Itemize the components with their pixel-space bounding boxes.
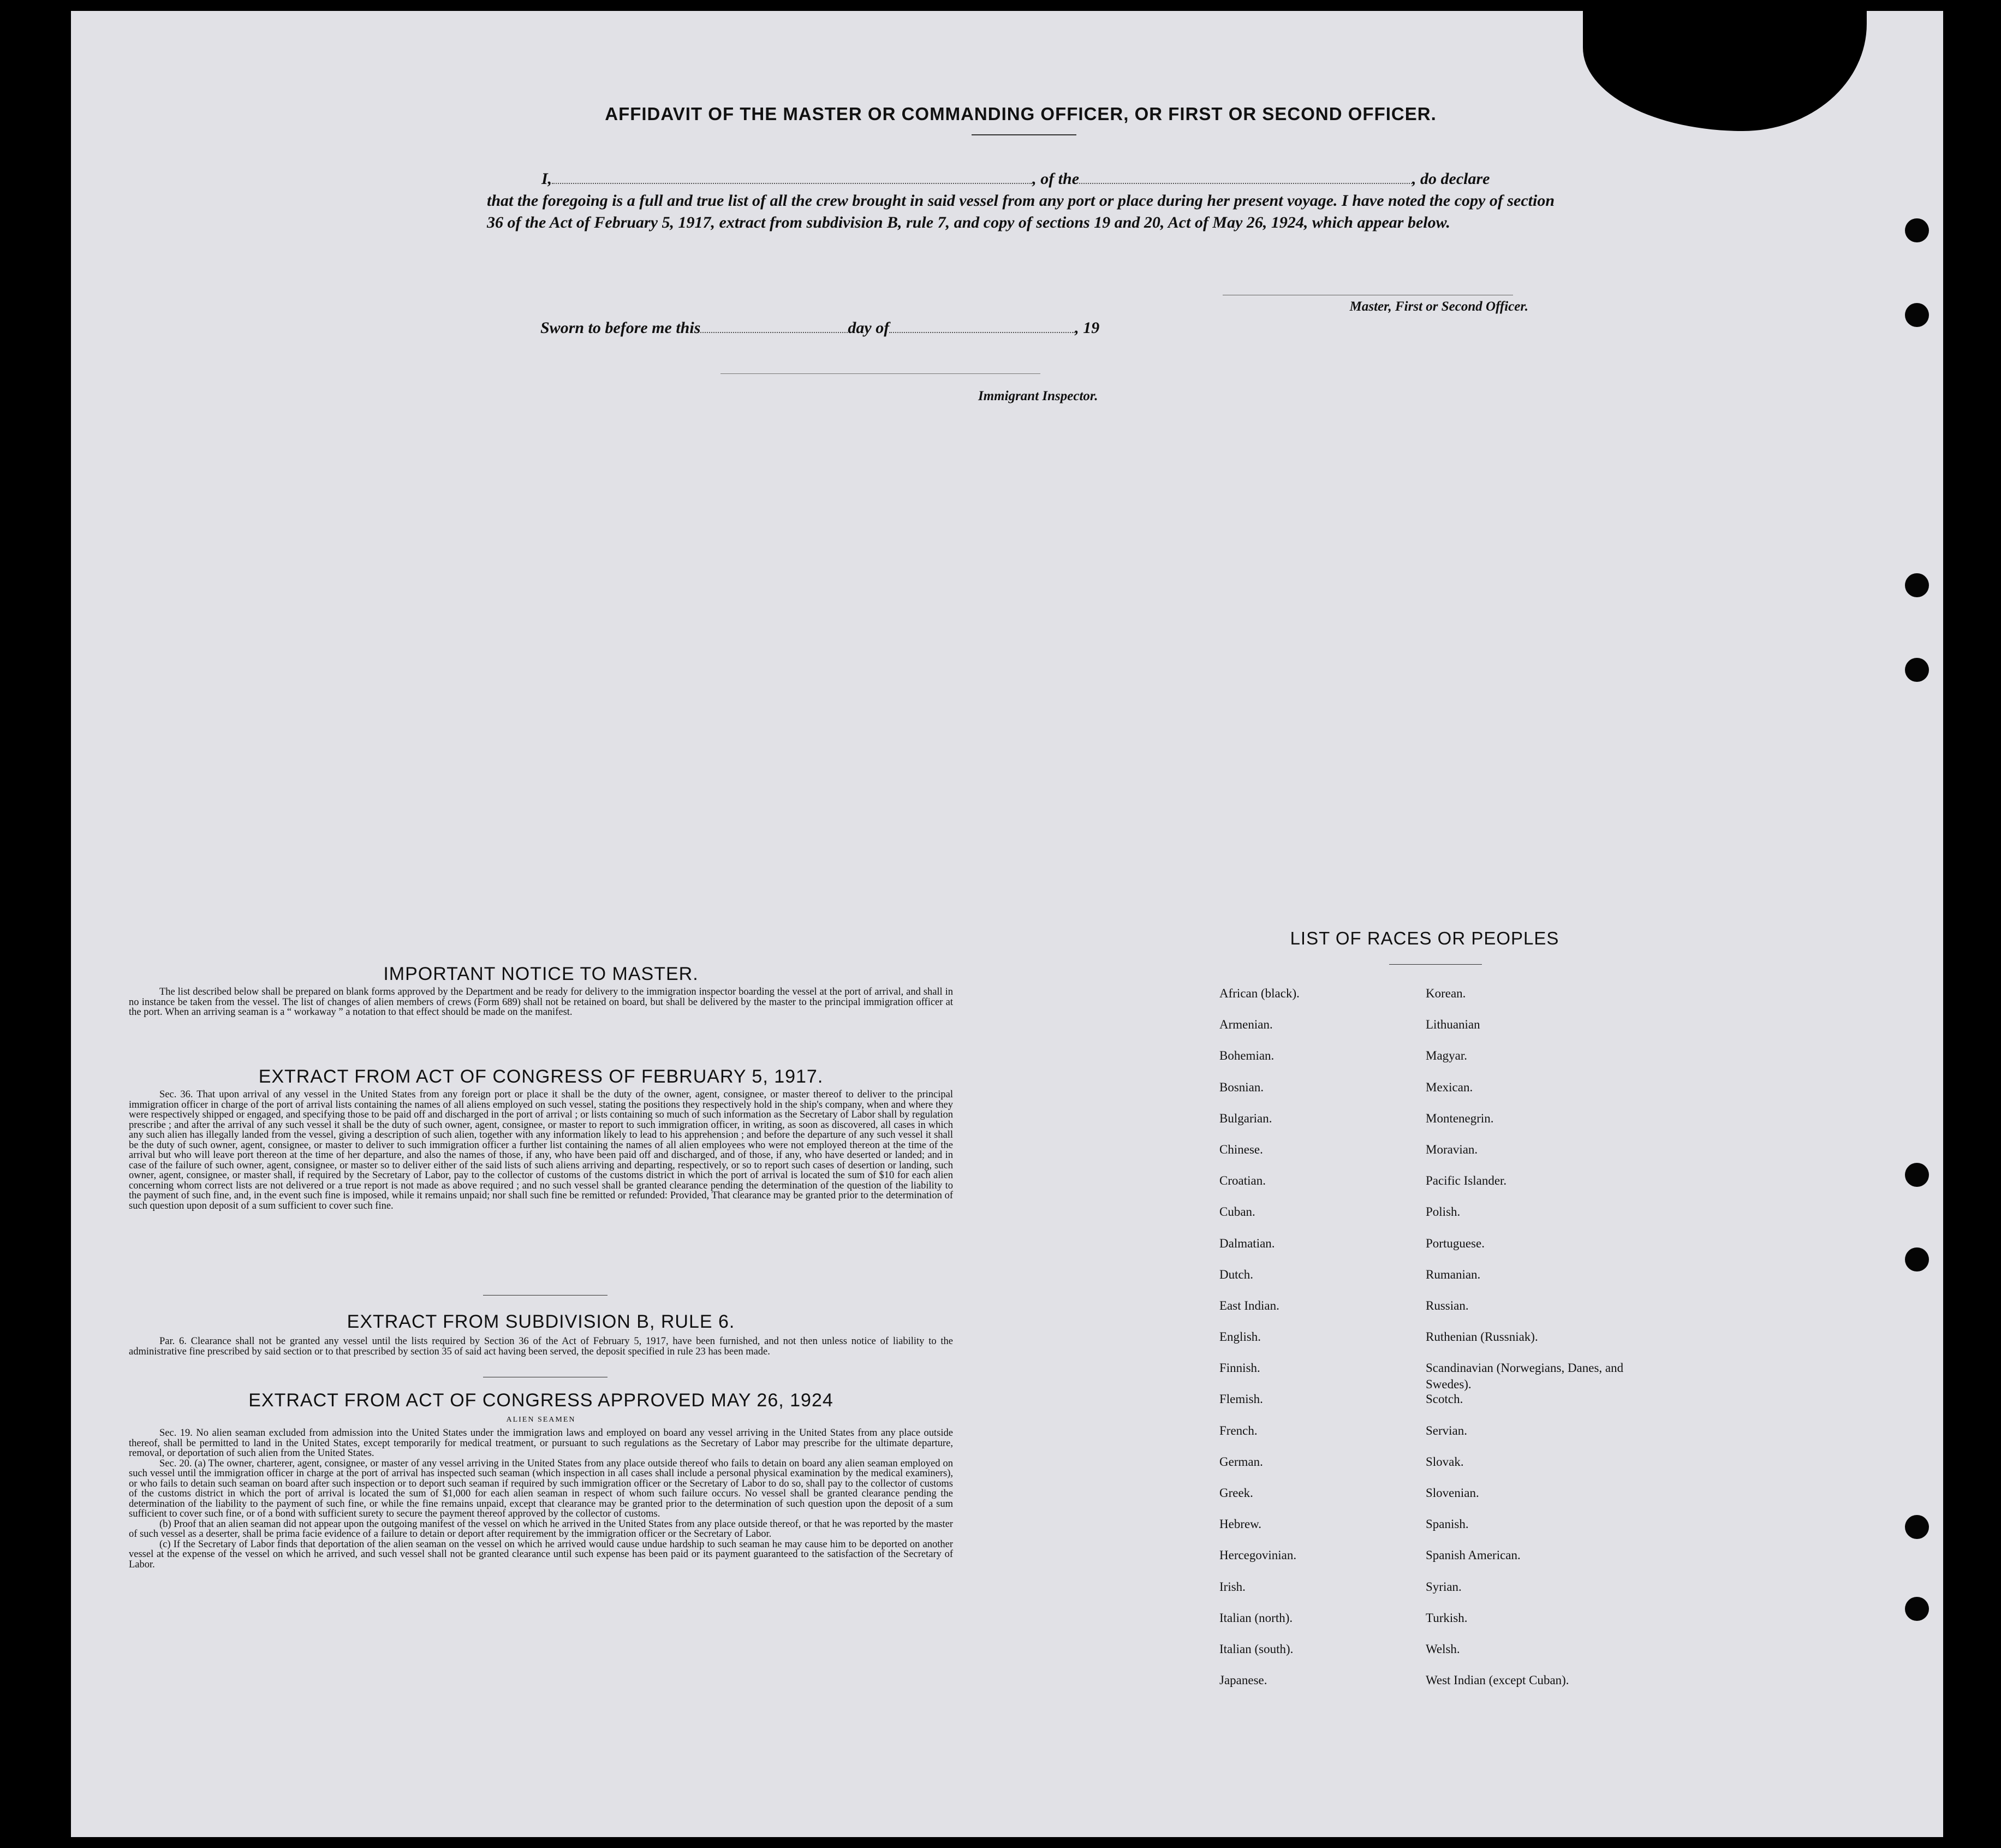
affidavit-body [487,168,1557,234]
sworn-day-of: day of [848,319,890,337]
inspector-label: Immigrant Inspector. [978,389,1098,403]
par-6-paragraph: Par. 6. Clearance shall not be granted any vessel until the lists required by Section 36 of the Act of February 5, 1917, have been furnished, and not then unless notice of liability to the administrative fine prescribed by said section or to that prescribed by section 35 of said act having been served, the deposit specified in rule 23 has been made. [129,1336,953,1357]
race-item: Turkish. [1426,1611,1468,1625]
sec-20c-paragraph: (c) If the Secretary of Labor finds that deportation of the alien seaman on the vessel on which he arrived would cause undue hardship to such seaman he may cause him to be deported on another vessel at the expense of the vessel on which he arrived, and such vessel shall not be granted clearance until such expense has been paid or its payment guaranteed to the satisfaction of the Secretary of Labor. [129,1538,953,1570]
race-item: Lithuanian [1426,1018,1480,1032]
race-item: German. [1219,1454,1263,1469]
race-item: Italian (south). [1219,1642,1294,1656]
sec-19-paragraph: Sec. 19. No alien seaman excluded from admission into the United States under the immigration laws and employed on board any vessel arriving in the United States from any place outside thereof, shall be permitted to land in the United States, except temporarily for medical treatment, or pursuant to such regulations as the Secretary of Labor may prescribe for the ultimate departure, removal, or deportation of such alien from the United States. [129,1428,953,1459]
punch-hole [1905,658,1929,682]
races-title: LIST OF RACES OR PEOPLES [1290,928,1559,948]
punch-hole [1905,1515,1929,1539]
race-item: Chinese. [1219,1142,1263,1156]
race-item: Finnish. [1219,1361,1260,1375]
affidavit-of-the: , of the [1032,170,1080,188]
race-item: Slovenian. [1426,1486,1479,1500]
divider [972,134,1076,135]
affidavit-first-line [487,168,1557,190]
race-item: Armenian. [1219,1018,1273,1032]
race-item: Spanish American. [1426,1548,1521,1562]
extract-1917-title: EXTRACT FROM ACT OF CONGRESS OF FEBRUARY 5, 1917. [258,1066,824,1087]
race-item: Scotch. [1426,1392,1463,1406]
divider [483,1295,608,1296]
vessel-field[interactable] [1079,170,1412,184]
race-item: East Indian. [1219,1298,1279,1312]
affidavit-declaration: that the foregoing is a full and true list of all the crew brought in said vessel from any port or place during her present voyage. I have noted the copy of section 36 of the Act of February 5, 1917, extract from subdivision B, rule 7, and copy of sections 19 and 20, Act of May 26, 1924, which appear below. [487,192,1555,231]
punch-hole [1905,218,1929,242]
race-item: Pacific Islander. [1426,1174,1507,1188]
race-item: Irish. [1219,1579,1246,1594]
alien-seamen-subtitle: ALIEN SEAMEN [506,1416,576,1424]
race-item: Korean. [1426,987,1466,1000]
race-item: Bosnian. [1219,1080,1264,1094]
race-item: Italian (north). [1219,1611,1293,1625]
race-item: Flemish. [1219,1392,1263,1406]
name-field[interactable] [552,170,1032,184]
sec-20b-paragraph: (b) Proof that an alien seaman did not appear upon the outgoing manifest of the vessel on which he arrived in the United States from any place outside thereof, or that he was reported by the master of such vessel as a deserter, shall be prima facie evidence of a failure to detain or deport after requirement by the immigration officer or the Secretary of Labor. [129,1518,953,1540]
race-item: Hercegovinian. [1219,1548,1297,1562]
race-item: West Indian (except Cuban). [1426,1673,1569,1687]
extract-rule6-title: EXTRACT FROM SUBDIVISION B, RULE 6. [347,1311,735,1332]
extract-1924-title: EXTRACT FROM ACT OF CONGRESS APPROVED MAY 26, 1924 [248,1390,833,1411]
sworn-year: , 19 [1075,319,1100,337]
race-item: African (black). [1219,987,1300,1000]
sworn-day-field[interactable] [700,319,848,333]
notice-title: IMPORTANT NOTICE TO MASTER. [383,964,699,984]
sec-20a-paragraph: Sec. 20. (a) The owner, charterer, agent, consignee, or master of any vessel arriving in the United States from any place outside thereof who fails to detain on board any alien seaman employed on such vessel until the immigration officer in charge at the port of arrival has inspected such seaman (which inspection in all cases shall include a personal physical examination by the medical examiners), or who fails to detain such seaman on board after such inspection or to deport such seaman if required by such immigration officer or the Secretary of Labor to do so, shall pay to the collector of customs of the customs district in which the port of arrival is located the sum of $1,000 for each alien seaman in respect of whom such failure occurs. No vessel shall be granted clearance pending the determination of the liability to the payment of such fine, or while the fine remains unpaid, except that clearance may be granted prior to the determination of such question upon the deposit of a sum sufficient to cover such fine, or of a bond with sufficient surety to secure the payment thereof approved by the collector of customs. [129,1458,953,1519]
race-item: Dalmatian. [1219,1236,1275,1250]
race-item: Spanish. [1426,1517,1469,1531]
race-item: Ruthenian (Russniak). [1426,1330,1538,1344]
race-item: Montenegrin. [1426,1111,1494,1125]
race-item: Moravian. [1426,1142,1478,1156]
race-item: Bohemian. [1219,1049,1275,1063]
race-item: Cuban. [1219,1205,1255,1219]
punch-hole [1905,573,1929,597]
race-item: Magyar. [1426,1049,1468,1063]
race-item: English. [1219,1330,1261,1344]
races-left-column [1219,985,1416,1703]
race-item: Bulgarian. [1219,1111,1272,1125]
divider [1389,964,1482,965]
race-item: Dutch. [1219,1267,1253,1281]
race-item: Rumanian. [1426,1267,1481,1281]
sworn-line [540,319,1099,337]
extract-1924-body [129,1428,953,1570]
notice-paragraph: The list described below shall be prepared on blank forms approved by the Department and be ready for delivery to the immigration inspector boarding the vessel at the port of arrival, and shall in no instance be taken from the vessel. The list of changes of alien members of crews (Form 689) shall not be retained on board, but shall be delivered by the master to the principal immigration officer at the port. When an arriving seaman is a “ workaway ” a notation to that effect should be made on the manifest. [129,987,953,1018]
punch-hole [1905,1163,1929,1187]
race-item: Scandinavian (Norwegians, Danes, and Swedes). [1426,1361,1624,1392]
extract-rule6-body [129,1336,953,1357]
races-right-column [1426,985,1666,1703]
race-item: Japanese. [1219,1673,1267,1687]
affidavit-do-declare: , do declare [1412,170,1490,188]
affidavit-i: I, [541,170,552,188]
race-item: Hebrew. [1219,1517,1262,1531]
punch-hole [1905,303,1929,327]
race-item: Mexican. [1426,1080,1473,1094]
race-item: Syrian. [1426,1579,1462,1594]
sworn-month-field[interactable] [889,319,1075,333]
race-item: Servian. [1426,1423,1468,1437]
affidavit-title: AFFIDAVIT OF THE MASTER OR COMMANDING OFFICER, OR FIRST OR SECOND OFFICER. [605,104,1437,124]
race-item: Polish. [1426,1205,1461,1219]
race-item: Portuguese. [1426,1236,1485,1250]
race-item: Welsh. [1426,1642,1460,1656]
signature-label: Master, First or Second Officer. [1349,299,1528,314]
extract-1917-body [129,1090,953,1211]
race-item: Russian. [1426,1298,1469,1312]
race-item: Slovak. [1426,1454,1464,1469]
race-item: Croatian. [1219,1174,1266,1188]
punch-hole [1905,1597,1929,1621]
sworn-text: Sworn to before me this [540,319,701,337]
race-item: French. [1219,1423,1258,1437]
punch-hole [1905,1247,1929,1271]
race-item: Greek. [1219,1486,1253,1500]
notice-body [129,987,953,1018]
inspector-signature-line[interactable] [720,373,1040,374]
sec-36-paragraph: Sec. 36. That upon arrival of any vessel in the United States from any foreign port or place it shall be the duty of the owner, agent, consignee, or master thereof to deliver to the principal immigration officer in charge of the port of arrival lists containing the names of all aliens employed on such vessel, stating the positions they respectively hold in the ship's company, when and where they were respectively shipped or engaged, and specifying those to be paid off and discharged in the port of arrival ; or lists containing so much of such information as the Secretary of Labor shall by regulation prescribe ; and after the arrival of any such vessel it shall be the duty of such owner, agent, consignee, or master to report to such immigration officer, in writing, as soon as discovered, all cases in which any such alien has illegally landed from the vessel, giving a description of such alien, together with any information likely to lead to his apprehension ; and before the departure of any such vessel it shall be the duty of such owner, agent, consignee, or master to deliver to such immigration officer a further list containing the names of all alien employees who were not employed thereon at the time of the arrival but who will leave port thereon at the time of her departure, and also the names of those, if any, who have been paid off and discharged, and of those, if any, who have deserted or landed; and in case of the failure of such owner, agent, consignee, or master so to deliver either of the said lists of such aliens arriving and departing, respectively, or so to report such cases of desertion or landing, such owner, agent, consignee, or master shall, if required by the Secretary of Labor, pay to the collector of customs of the customs district in which the port of arrival is located the sum of $10 for each alien concerning whom correct lists are not delivered or a true report is not made as above required ; and no such vessel shall be granted clearance pending the determination of the question of the liability to the payment of such fine, and, in the event such fine is imposed, while it remains unpaid; nor shall such fine be remitted or refunded: Provided, That clearance may be granted prior to the determination of such question upon deposit of a sum sufficient to cover such fine. [129,1089,953,1211]
